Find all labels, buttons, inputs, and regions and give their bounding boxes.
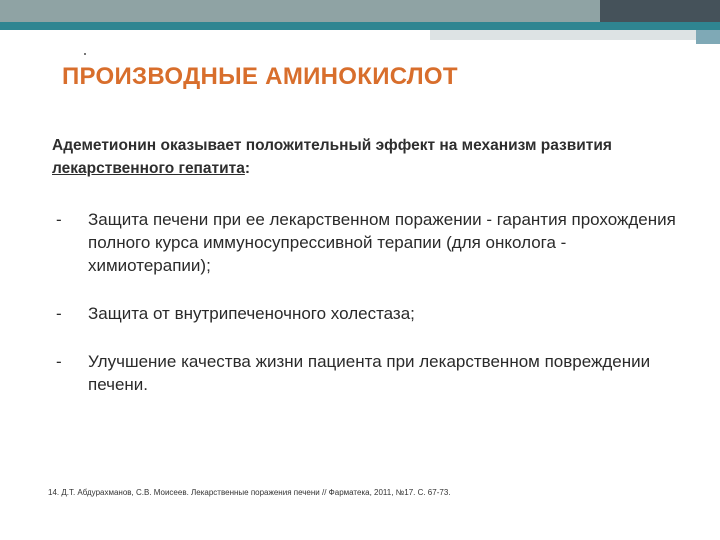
blue-accent-tab [696,30,720,44]
light-accent-block [430,30,720,40]
bullet-text: Защита от внутрипеченочного холестаза; [88,304,415,323]
intro-text: Адеметионин оказывает положительный эффект на механизм развития [52,137,612,154]
bullet-marker: - [56,352,62,371]
teal-accent-bar [0,22,720,30]
slide-title: ПРОИЗВОДНЫЕ АМИНОКИСЛОТ [62,63,458,90]
bullet-item-cholestasis [52,302,692,325]
intro-colon: : [244,160,251,177]
bullet-text: Защита печени при ее лекарственном поражении - гарантия прохождения полного курса иммуносупрессивной терапии (для онколога - химиотерапии); [88,210,676,275]
intro-paragraph [52,134,702,180]
bullet-marker: - [56,210,62,229]
top-decorative-bar [0,0,720,22]
bullet-item-liver-protection [52,208,692,277]
accent-strip [0,22,720,40]
bullet-item-quality-of-life [52,350,692,396]
reference-footnote: 14. Д.Т. Абдурахманов, С.В. Моисеев. Лекарственные поражения печени // Фарматека, 2011, №17. С. 67-73. [48,488,451,497]
decorative-dot [84,53,86,55]
bullet-text: Улучшение качества жизни пациента при лекарственном повреждении печени. [88,352,651,394]
bullet-marker: - [56,304,62,323]
top-bar-light-segment [0,0,600,22]
intro-underlined-term: лекарственного гепатита [52,160,245,177]
bullet-list [52,208,692,396]
top-bar-dark-segment [600,0,720,22]
